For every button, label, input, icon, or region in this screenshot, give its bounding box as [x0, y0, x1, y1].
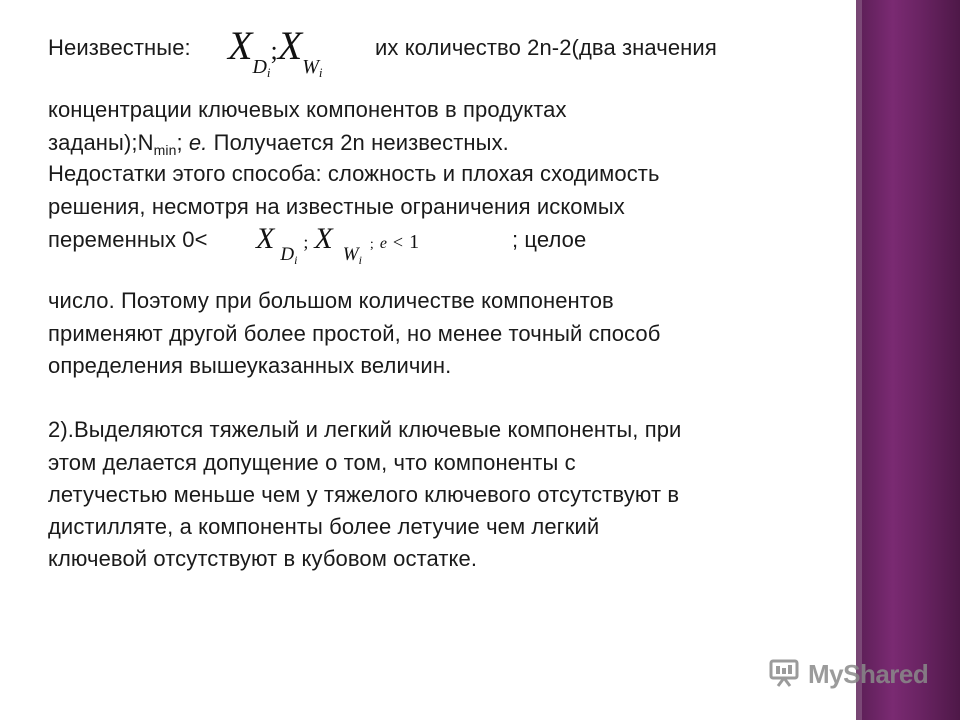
text-line-6: переменных 0<: [48, 227, 208, 252]
formula-xd-xw: $XD_i;XW_i$: [228, 23, 323, 80]
text-line-6-post: ; целое: [512, 227, 587, 252]
text-line-4: Недостатки этого способа: сложность и плохая сходимость: [48, 161, 660, 186]
text-line-2: концентрации ключевых компонентов в продуктах: [48, 97, 567, 122]
text-line-1-pre: Неизвестные:: [48, 35, 191, 60]
decorative-side-bar: [856, 0, 960, 720]
formula-bounds: X $D_i$; X $W_i$; e < 1: [256, 222, 420, 267]
text-line-14: ключевой отсутствуют в кубовом остатке.: [48, 546, 478, 571]
text-line-13: дистилляте, а компоненты более летучие чем легкий: [48, 514, 600, 539]
text-line-8: применяют другой более простой, но менее точный способ: [48, 321, 661, 346]
text-line-11: этом делается допущение о том, что компоненты с: [48, 450, 576, 475]
text-line-12: летучестью меньше чем у тяжелого ключевого отсутствуют в: [48, 482, 680, 507]
watermark-text: MyShared: [808, 658, 929, 689]
text-line-9: определения вышеуказанных величин.: [48, 353, 452, 378]
text-line-1: [48, 35, 191, 61]
presentation-board-icon: [768, 656, 800, 693]
text-line-3: $заданы);N_{min}$; e. Получается 2n неизвестных.: [48, 130, 509, 158]
text-line-7: число. Поэтому при большом количестве компонентов: [48, 288, 614, 313]
text-line-1-post: их количество 2n-2(два значения: [375, 35, 717, 60]
text-line-10: 2).Выделяются тяжелый и легкий ключевые компоненты, при: [48, 417, 682, 442]
watermark-logo: [768, 656, 928, 692]
text-line-5: решения, несмотря на известные ограничения искомых: [48, 194, 625, 219]
